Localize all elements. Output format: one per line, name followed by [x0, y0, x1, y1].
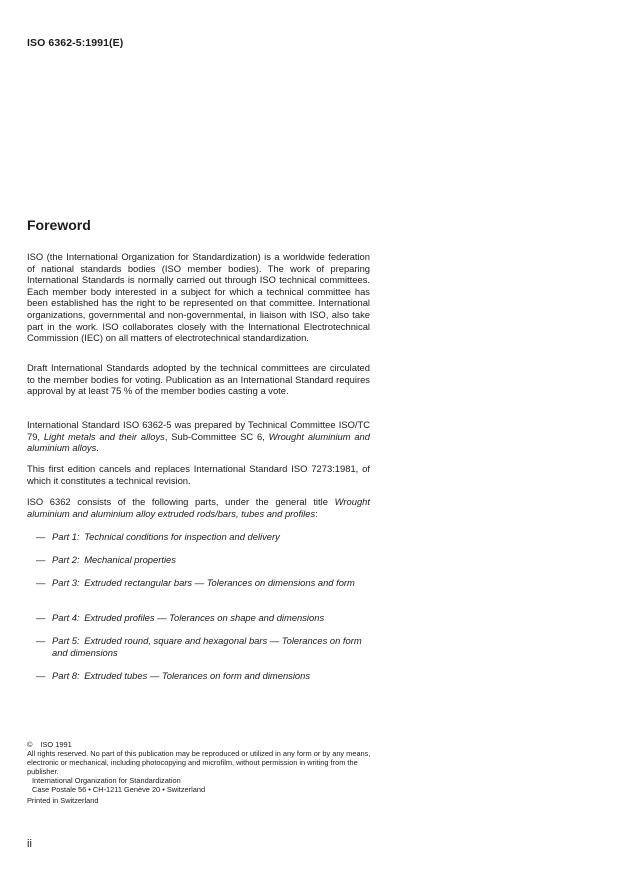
foreword-paragraph-2: Draft International Standards adopted by the technical committees are circulated to the member bodies for voting. Publication as an International Standard requires approval by at least 75 % of the member bodies casting a vote.: [27, 362, 370, 397]
rights-text: All rights reserved. No part of this publication may be reproduced or utilized in any form or by any means, electronic or mechanical, including photocopying and microfilm, without permission in writing from the publisher.: [27, 748, 371, 776]
part-title: Technical conditions for inspection and delivery: [84, 531, 280, 542]
part-number: Part 4:: [52, 612, 80, 623]
part-title: Extruded round, square and hexagonal bars — Tolerances on form and dimensions: [52, 635, 362, 658]
paragraph-3-prefix: International Standard ISO 6362-5 was prepared by Technical Committee ISO/TC 79,: [27, 419, 370, 442]
part-title: Extruded tubes — Tolerances on form and dimensions: [84, 670, 311, 681]
page-number: ii: [27, 838, 32, 850]
part-number: Part 3:: [52, 577, 80, 588]
document-id: ISO 6362-5:1991(E): [27, 37, 124, 49]
list-dash: —: [36, 612, 46, 623]
copyright-text: ISO 1991: [40, 740, 72, 749]
org-name: International Organization for Standardization: [32, 775, 181, 785]
part-title: Extruded rectangular bars — Tolerances on dimensions and form: [84, 577, 355, 588]
printed-in: Printed in Switzerland: [27, 796, 99, 806]
sc-title: Wrought aluminium and aluminium alloys: [27, 430, 370, 454]
part-number: Part 1:: [52, 531, 80, 542]
paragraph-3-middle: , Sub-Committee SC 6,: [164, 430, 269, 442]
org-address: Case Postale 56 • CH-1211 Genève 20 • Switzerland: [32, 784, 206, 794]
foreword-paragraph-5: [27, 496, 370, 519]
copyright-icon: ©: [27, 740, 33, 749]
foreword-paragraph-4: This first edition cancels and replaces International Standard ISO 7273:1981, of which it constitutes a technical revision.: [27, 463, 370, 486]
list-dash: —: [36, 554, 46, 565]
list-dash: —: [36, 670, 46, 681]
paragraph-5-prefix: ISO 6362 consists of the following parts, under the general title: [27, 496, 335, 507]
list-dash: —: [36, 635, 46, 646]
list-dash: —: [36, 577, 46, 588]
paragraph-5-suffix: :: [315, 507, 318, 519]
part-title: Extruded profiles — Tolerances on shape and dimensions: [84, 612, 325, 623]
foreword-paragraph-3: [27, 419, 370, 454]
foreword-paragraph-1: ISO (the International Organization for Standardization) is a worldwide federation of national standards bodies (ISO member bodies). The work of preparing International Standards is normally carried out through ISO technical committees. Each member body interested in a subject for which a technical committee has been established has the right to be represented on that committee. International organizations, governmental and non-governmental, in liaison with ISO, also take part in the work. ISO collaborates closely with the International Electrotechnical Commission (IEC) on all matters of electrotechnical standardization.: [27, 251, 370, 344]
tc-title: Light metals and their alloys: [43, 430, 165, 442]
part-title: Mechanical properties: [84, 554, 176, 565]
copyright-notice: [27, 741, 377, 806]
foreword-heading: Foreword: [27, 217, 91, 233]
part-number: Part 5:: [52, 635, 80, 646]
paragraph-3-suffix: .: [96, 442, 99, 454]
general-title: Wrought aluminium and aluminium alloy extruded rods/bars, tubes and profiles: [27, 496, 370, 519]
part-number: Part 2:: [52, 554, 80, 565]
part-number: Part 8:: [52, 670, 80, 681]
list-dash: —: [36, 531, 46, 542]
